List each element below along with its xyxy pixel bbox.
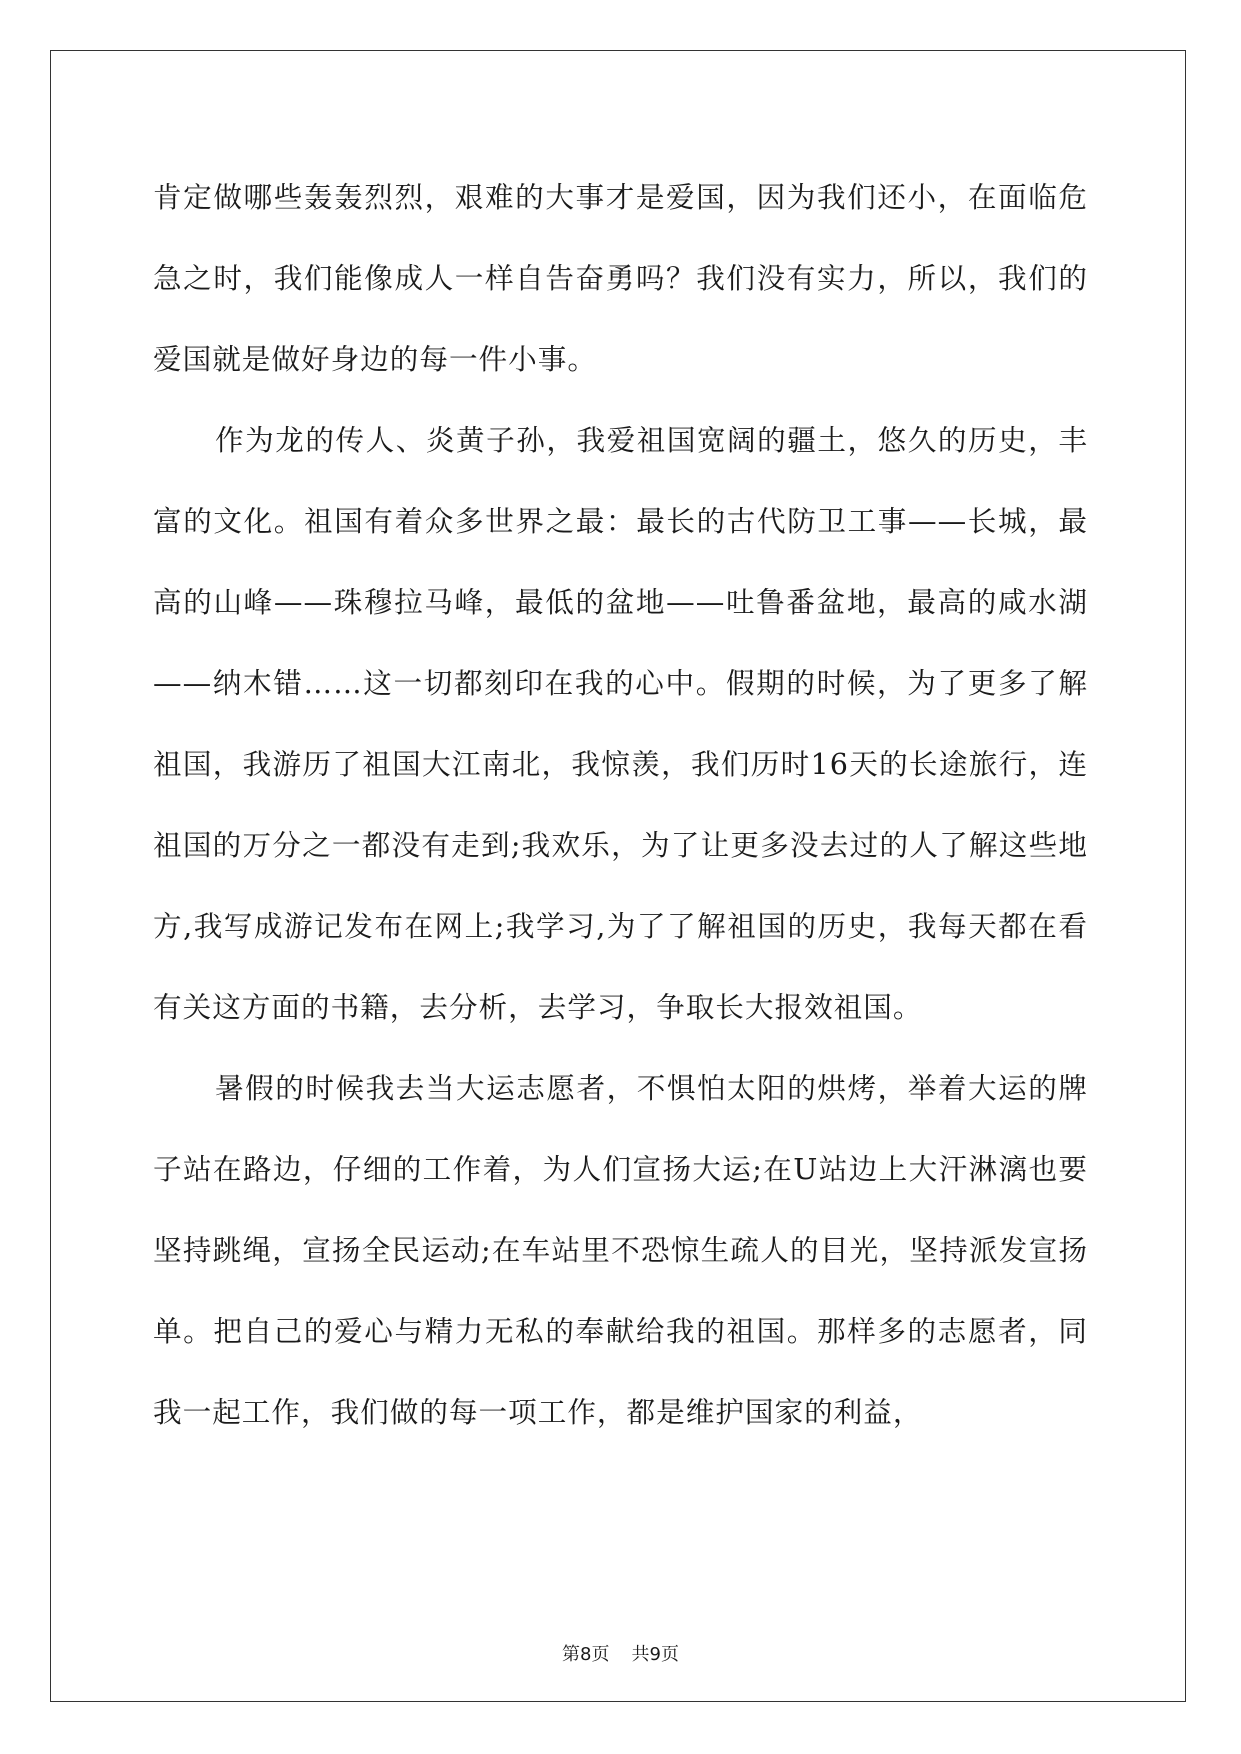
paragraph-3: 暑假的时候我去当大运志愿者，不惧怕太阳的烘烤，举着大运的牌子站在路边，仔细的工作着，为人们宣扬大运;在U站边上大汗淋漓也要坚持跳绳，宣扬全民运动;在车站里不恐惊生疏人的目光，坚持派发宣扬单。把自己的爱心与精力无私的奉献给我的祖国。那样多的志愿者，同我一起工作，我们做的每一项工作，都是维护国家的利益， [153, 1071, 1088, 1429]
document-body [153, 157, 1088, 1453]
footer-total-pages: 9 [649, 1644, 661, 1665]
paragraph-1: 肯定做哪些轰轰烈烈，艰难的大事才是爱国，因为我们还小，在面临危急之时，我们能像成人一样自告奋勇吗？我们没有实力，所以，我们的爱国就是做好身边的每一件小事。 [153, 180, 1088, 376]
footer-current-page: 8 [580, 1644, 592, 1665]
footer-page-unit: 页 [591, 1644, 610, 1665]
footer-total-prefix: 共 [631, 1644, 650, 1665]
page-footer [0, 1644, 1241, 1666]
paragraph-2: 作为龙的传人、炎黄子孙，我爱祖国宽阔的疆土，悠久的历史，丰富的文化。祖国有着众多世界之最：最长的古代防卫工事——长城，最高的山峰——珠穆拉马峰，最低的盆地——吐鲁番盆地，最高的咸水湖——纳木错……这一切都刻印在我的心中。假期的时候，为了更多了解祖国，我游历了祖国大江南北，我惊羡，我们历时16天的长途旅行，连祖国的万分之一都没有走到;我欢乐，为了让更多没去过的人了解这些地方,我写成游记发布在网上;我学习,为了了解祖国的历史，我每天都在看有关这方面的书籍，去分析，去学习，争取长大报效祖国。 [153, 423, 1088, 1024]
footer-page-prefix: 第 [562, 1644, 581, 1665]
footer-total-unit: 页 [660, 1644, 679, 1665]
